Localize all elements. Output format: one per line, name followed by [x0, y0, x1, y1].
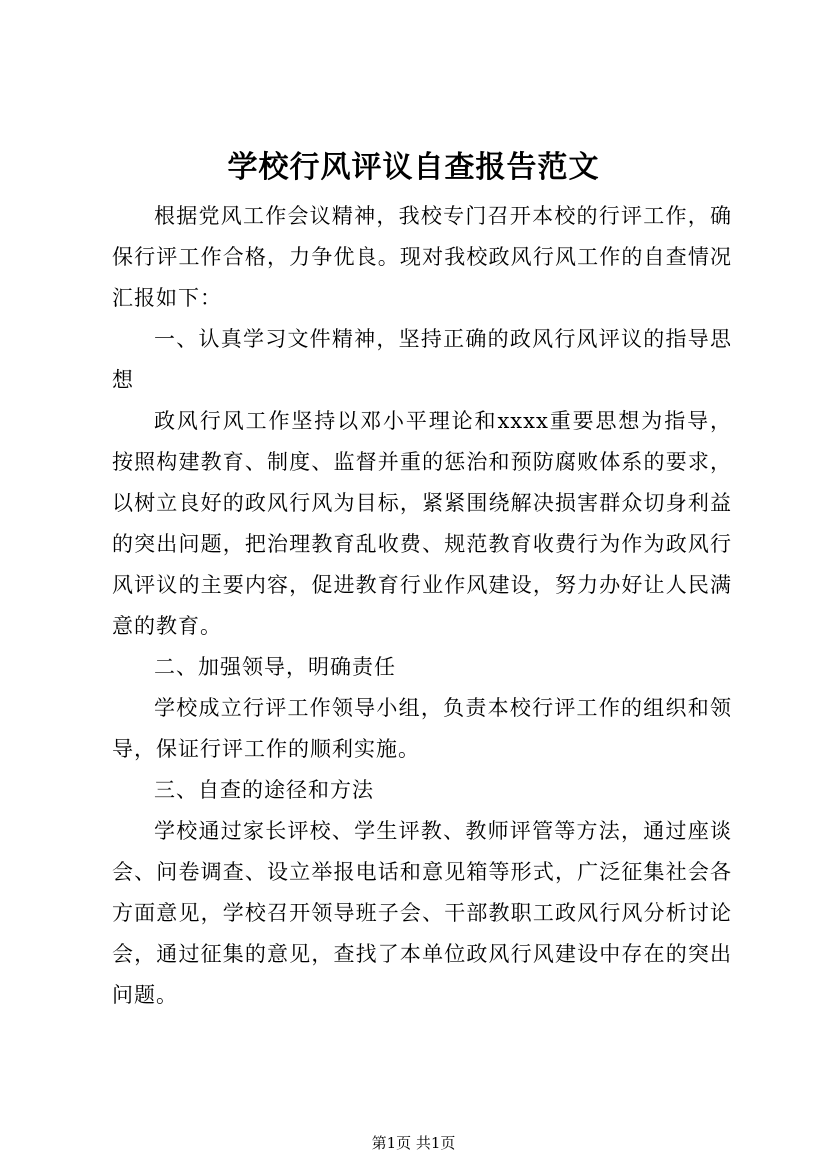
paragraph-intro: 根据党风工作会议精神，我校专门召开本校的行评工作，确保行评工作合格，力争优良。现对我校政风行风工作的自查情况汇报如下： — [112, 204, 732, 310]
section-heading-1: 一、认真学习文件精神，坚持正确的政风行风评议的指导思想 — [112, 327, 732, 392]
page-footer: 第1页 共1页 — [371, 1134, 456, 1152]
paragraph-section-3: 学校通过家长评校、学生评教、教师评管等方法，通过座谈会、问卷调查、设立举报电话和意见箱等形式，广泛征集社会各方面意见，学校召开领导班子会、干部教职工政风行风分析讨论会，通过征集的意见，查找了本单位政风行风建设中存在的突出问题。 — [112, 819, 732, 1007]
paragraph-section-1: 政风行风工作坚持以邓小平理论和xxxx重要思想为指导，按照构建教育、制度、监督并重的惩治和预防腐败体系的要求，以树立良好的政风行风为目标，紧紧围绕解决损害群众切身利益的突出问题，把治理教育乱收费、规范教育收费行为作为政风行风评议的主要内容，促进教育行业作风建设，努力办好让人民满意的教育。 — [112, 409, 732, 638]
document-title: 学校行风评议自查报告范文 — [227, 150, 600, 185]
section-heading-3: 三、自查的途径和方法 — [154, 778, 374, 802]
paragraph-section-2: 学校成立行评工作领导小组，负责本校行评工作的组织和领导，保证行评工作的顺利实施。 — [112, 696, 732, 761]
section-heading-2: 二、加强领导，明确责任 — [154, 655, 396, 679]
document-body — [112, 196, 732, 1016]
